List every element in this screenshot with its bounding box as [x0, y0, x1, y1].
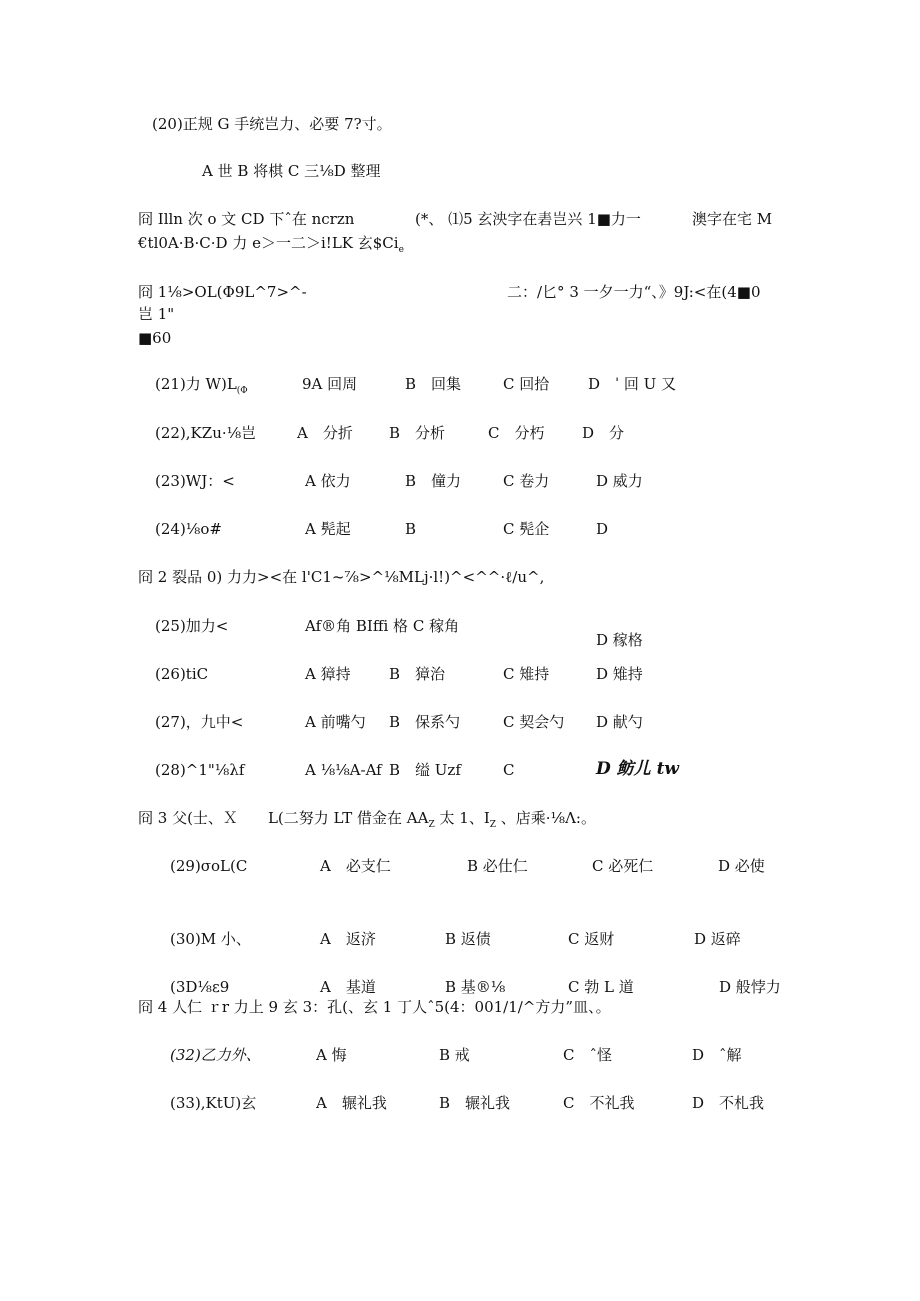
q24-option-d: D	[596, 520, 609, 538]
q25-option-abc: Af®角 BIffi 格 C 稼角	[305, 617, 460, 635]
q23-option-a: A 依力	[305, 472, 351, 490]
q33-option-d: D 不札我	[692, 1094, 765, 1112]
q27-option-d: D 献勺	[596, 713, 643, 731]
q22-option-a: A 分折	[297, 424, 353, 442]
q24-option-b: B	[405, 520, 417, 538]
q26-option-c: C 雉持	[503, 665, 550, 683]
q31-option-c: C 勃 L 道	[568, 978, 634, 996]
q26-option-a: A 獐持	[305, 665, 351, 683]
q25-option-d: D 稼格	[596, 631, 643, 649]
q31-option-d: D 般悖力	[719, 978, 781, 996]
q25-number: (25)加力<	[155, 617, 229, 635]
q22-option-d: D 分	[582, 424, 625, 442]
q31-option-a: A 基道	[320, 978, 376, 996]
q29-number: (29)σoL(C	[170, 857, 248, 875]
instruction-line-3a: 冏 1⅛>OL(Φ9L^7>^-	[138, 283, 307, 301]
question-20-options: A 世 B 将棋 C 三⅛D 整理	[202, 162, 381, 180]
q23-option-b: B 僮力	[405, 472, 462, 490]
instruction-line-1c: 澳字在宅 M	[692, 210, 773, 228]
q21-option-c: C 回拾	[503, 375, 550, 393]
section-4-heading: 冏 4 人仁 ｒr 力上 9 玄 3：孔(、玄 1 丁人ˆ5(4：001∕1∕^方力”皿、。	[138, 998, 611, 1016]
q32-number: (32)乙力外、	[170, 1046, 261, 1064]
q30-option-c: C 返财	[568, 930, 615, 948]
q32-option-a: A 悔	[316, 1046, 347, 1064]
q29-option-c: C 必死仁	[592, 857, 654, 875]
instruction-line-3b: 二：/匕° 3 一夕一力“、》9J:<在(4■0	[507, 283, 761, 301]
q22-number: (22),KZu·⅛岂	[155, 424, 257, 442]
q21-number: (21)力 $W)L_{(\Phi}$	[155, 375, 248, 396]
q28-number: (28)^1"⅛λf	[155, 761, 245, 779]
q21-option-d: D ˈ 回 U 又	[588, 375, 677, 393]
q26-option-d: D 雉持	[596, 665, 643, 683]
q22-option-c: C 分朽	[488, 424, 545, 442]
q28-option-c: C	[503, 761, 515, 779]
q30-option-d: D 返碎	[694, 930, 741, 948]
instruction-line-4: 岂 1"	[138, 305, 175, 323]
q29-option-b: B 必仕仁	[467, 857, 528, 875]
q29-option-d: D 必使	[718, 857, 765, 875]
q27-option-c: C 契会勺	[503, 713, 565, 731]
q30-number: (30)M 小、	[170, 930, 251, 948]
q33-number: (33),KtU)玄	[170, 1094, 257, 1112]
q32-option-c: C ˆ怪	[563, 1046, 612, 1064]
instruction-line-5: ■60	[138, 329, 172, 347]
q28-option-a: A ⅛⅛A-Af	[305, 761, 382, 779]
q30-option-b: B 返债	[445, 930, 491, 948]
q32-option-d: D ˆ解	[692, 1046, 742, 1064]
q33-option-b: B 辗礼我	[439, 1094, 511, 1112]
q32-option-b: B 戒	[439, 1046, 470, 1064]
instruction-line-1a: 冏 Illn 次 o 文 CD 下ˆ在 ncrzn	[138, 210, 355, 228]
q23-option-c: C 卷力	[503, 472, 550, 490]
q33-option-c: C 不礼我	[563, 1094, 635, 1112]
q31-number: (3D⅛ε9	[170, 978, 230, 996]
q29-option-a: A 必支仁	[320, 857, 391, 875]
q28-option-b: B 缢 Uzf	[389, 761, 461, 779]
q24-option-c: C 髡企	[503, 520, 550, 538]
section-2-heading: 冏 2 裂品 0) 力力><在 l'C1~⅞>^⅛MLj·l!)^<^^·ℓ∕u^,	[138, 568, 545, 586]
question-20: (20)正规 G 手统岂力、必要 7?寸。	[152, 115, 392, 133]
q26-number: (26)tiC	[155, 665, 209, 683]
q21-option-b: B 回集	[405, 375, 462, 393]
instruction-line-1b: (*、 ⑴5 玄泱字在砉岂兴 1■力一	[415, 210, 641, 228]
q24-number: (24)⅛o#	[155, 520, 222, 538]
section-3-heading: 冏 3 父(士、Ｘ L(二努力 LT 借金在 $AA_Z$ 太 1、$I_Z$ 、店乘·⅛Λ:。	[138, 809, 596, 830]
q23-option-d: D 威力	[596, 472, 643, 490]
q30-option-a: A 返济	[320, 930, 376, 948]
q27-number: (27)，九中<	[155, 713, 244, 731]
instruction-line-2: €tl0A·B·C·D 力 e＞一二＞i!LK 玄$\$Ci_e$	[138, 234, 404, 255]
q26-option-b: B 獐治	[389, 665, 446, 683]
q23-number: (23)WJ：<	[155, 472, 235, 490]
q21-option-a: 9A 回周	[302, 375, 358, 393]
q27-option-b: B 保系勺	[389, 713, 461, 731]
q27-option-a: A 前嘴勺	[305, 713, 366, 731]
q28-option-d: D 鲂儿 tw	[596, 759, 680, 779]
q31-option-b: B 基®⅛	[445, 978, 506, 996]
instruction-line-2-sub: e	[398, 245, 404, 255]
q33-option-a: A 辗礼我	[316, 1094, 387, 1112]
q24-option-a: A 髡起	[305, 520, 351, 538]
q22-option-b: B 分析	[389, 424, 446, 442]
